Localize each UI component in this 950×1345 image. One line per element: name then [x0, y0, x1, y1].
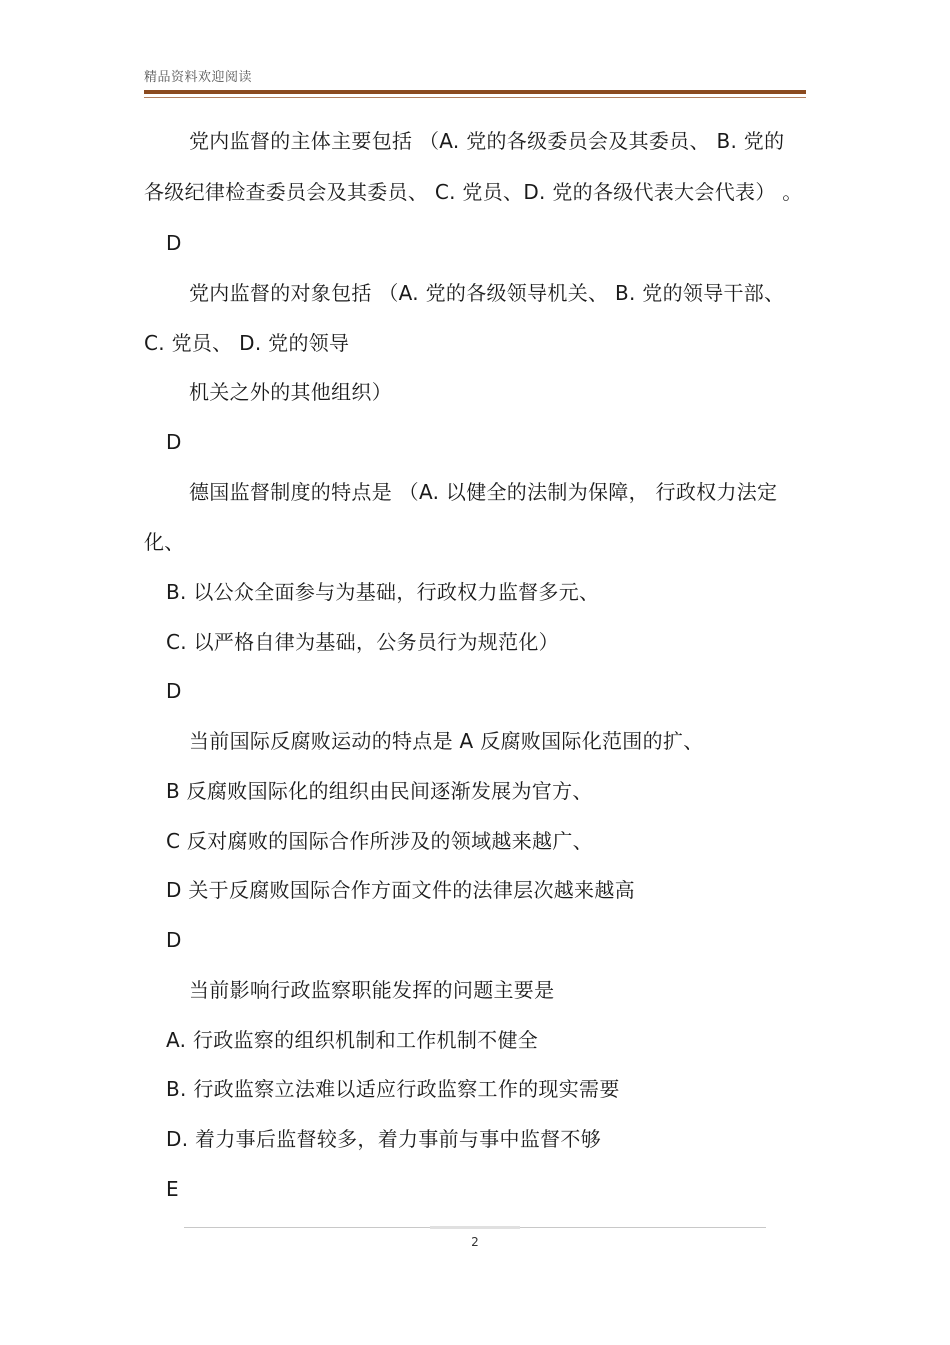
page-number: 2: [471, 1235, 479, 1249]
text-line: 各级纪律检查委员会及其委员、 C. 党员、D. 党的各级代表大会代表） 。: [144, 180, 803, 204]
text-line: B. 以公众全面参与为基础，行政权力监督多元、: [166, 580, 600, 604]
text-line: D: [166, 928, 182, 952]
text-line: 德国监督制度的特点是 （A. 以健全的法制为保障， 行政权力法定: [189, 480, 778, 504]
header-title: 精品资料欢迎阅读: [144, 70, 253, 85]
text-line: 当前国际反腐败运动的特点是 A 反腐败国际化范围的扩、: [189, 729, 704, 753]
text-line: 化、: [144, 530, 185, 554]
text-line: D. 着力事后监督较多，着力事前与事中监督不够: [166, 1127, 602, 1151]
text-line: C. 党员、 D. 党的领导: [144, 331, 350, 355]
text-line: 党内监督的主体主要包括 （A. 党的各级委员会及其委员、 B. 党的: [189, 129, 785, 153]
text-line: A. 行政监察的组织机制和工作机制不健全: [166, 1028, 539, 1052]
text-line: E: [166, 1177, 179, 1201]
header-rule-thin: [144, 97, 806, 98]
text-line: C. 以严格自律为基础，公务员行为规范化）: [166, 630, 559, 654]
text-line: C 反对腐败的国际合作所涉及的领域越来越广、: [166, 829, 593, 853]
text-line: 党内监督的对象包括 （A. 党的各级领导机关、 B. 党的领导干部、: [189, 281, 785, 305]
text-line: D 关于反腐败国际合作方面文件的法律层次越来越高: [166, 878, 635, 902]
text-line: 机关之外的其他组织）: [189, 380, 392, 404]
text-line: D: [166, 679, 182, 703]
text-line: B 反腐败国际化的组织由民间逐渐发展为官方、: [166, 779, 593, 803]
text-line: B. 行政监察立法难以适应行政监察工作的现实需要: [166, 1077, 620, 1101]
text-line: D: [166, 430, 182, 454]
text-line: 当前影响行政监察职能发挥的问题主要是: [189, 978, 555, 1002]
header-rule-thick: [144, 90, 806, 94]
text-line: D: [166, 231, 182, 255]
footer-rule-accent: [430, 1226, 520, 1229]
